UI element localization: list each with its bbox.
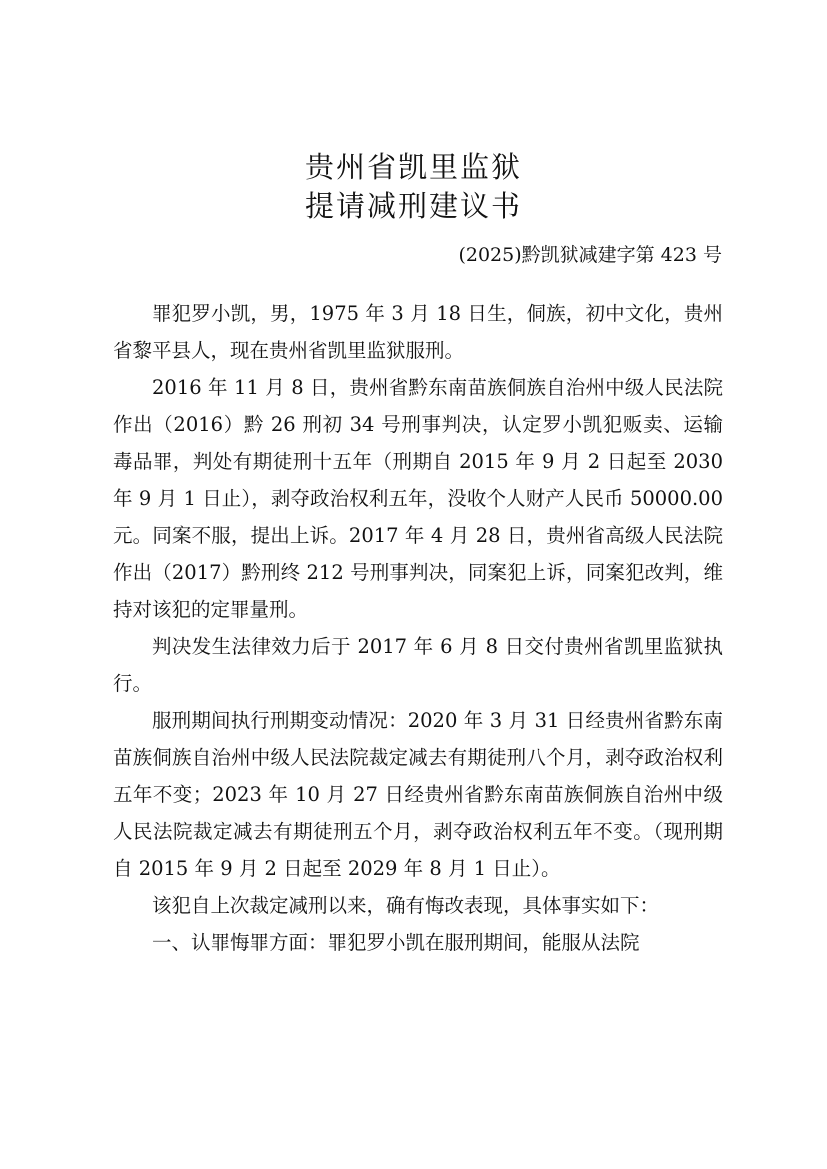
document-title-line2: 提请减刑建议书 — [304, 189, 522, 223]
paragraph-judgment: 2016 年 11 月 8 日，贵州省黔东南苗族侗族自治州中级人民法院作出（2016）黔 26 刑初 34 号刑事判决，认定罗小凯犯贩卖、运输毒品罪，判处有期徒刑十五年（刑期自 2015 年 9 月 2 日起至 2030 年 9 月 1 日止），剥夺政治权利五年，没收个人财产人民币 50000.00 元。同案不服，提出上诉。2017 年 4 月 28 日，贵州省高级人民法院作出（2017）黔刑终 212 号刑事判决，同案犯上诉，同案犯改判，维持对该犯的定罪量刑。 — [113, 376, 723, 621]
paragraph-repentance-intro: 该犯自上次裁定减刑以来，确有悔改表现，具体事实如下： — [152, 894, 660, 917]
paragraph-section-one: 一、认罪悔罪方面：罪犯罗小凯在服刑期间，能服从法院 — [152, 931, 640, 954]
document-number: (2025)黔凯狱减建字第 423 号 — [458, 244, 722, 266]
paragraph-execution: 判决发生法律效力后于 2017 年 6 月 8 日交付贵州省凯里监狱执行。 — [113, 635, 723, 695]
paragraph-sentence-changes: 服刑期间执行刑期变动情况：2020 年 3 月 31 日经贵州省黔东南苗族侗族自治州中级人民法院裁定减去有期徒刑八个月，剥夺政治权利五年不变；2023 年 10 月 27 日经贵州省黔东南苗族侗族自治州中级人民法院裁定减去有期徒刑五个月，剥夺政治权利五年不变。（现刑期自 2015 年 9 月 2 日起至 2029 年 8 月 1 日止）。 — [113, 709, 723, 880]
paragraph-personal-info: 罪犯罗小凯，男，1975 年 3 月 18 日生，侗族，初中文化，贵州省黎平县人，现在贵州省凯里监狱服刑。 — [113, 302, 723, 362]
document-body — [113, 295, 723, 961]
document-title-line1: 贵州省凯里监狱 — [304, 150, 522, 184]
